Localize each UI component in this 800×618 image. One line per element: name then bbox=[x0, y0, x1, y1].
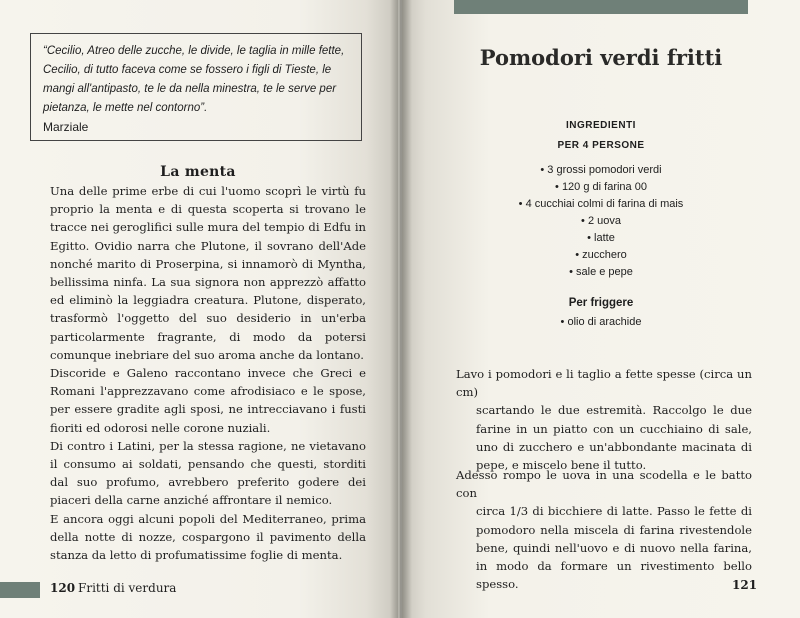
left-page bbox=[0, 0, 398, 618]
instruction-paragraph bbox=[456, 466, 752, 593]
quote-author: Marziale bbox=[43, 120, 89, 134]
ingredient-item: • sale e pepe bbox=[569, 266, 633, 278]
frying-heading: Per friggere bbox=[568, 297, 634, 309]
servings: PER 4 PERSONE bbox=[557, 140, 645, 151]
ingredient-item: • 120 g di farina 00 bbox=[555, 181, 647, 193]
page-number-left: 120 bbox=[50, 581, 76, 595]
section-title: La menta bbox=[160, 164, 236, 180]
quote-text: “Cecilio, Atreo delle zucche, le divide, le taglia in mille fette, Cecilio, di tutto faceva come se fossero i figli di Tieste, le mangi all'antipasto, te le da nella minestra, te le serve per pietanza, le mette nel contorno”. bbox=[43, 45, 345, 114]
quote-box bbox=[30, 33, 362, 141]
header-accent-bar bbox=[454, 0, 748, 14]
ingredients-heading-block bbox=[454, 116, 748, 156]
ingredients-heading: INGREDIENTI bbox=[566, 120, 636, 131]
ingredient-item: • 2 uova bbox=[581, 215, 621, 227]
recipe-title: Pomodori verdi fritti bbox=[479, 45, 723, 70]
instruction-paragraph bbox=[456, 365, 752, 474]
instruction-first-line: Adesso rompo le uova in una scodella e le batto con bbox=[456, 468, 752, 501]
ingredient-item: • latte bbox=[587, 232, 615, 244]
ingredients-list bbox=[454, 162, 748, 281]
left-footer bbox=[0, 578, 390, 598]
ingredient-item: • 3 grossi pomodori verdi bbox=[540, 164, 662, 176]
paragraph: Una delle prime erbe di cui l'uomo scoprì le virtù fu proprio la menta e di questa scoperta si trovano le tracce nei geroglifici sulle mura del tempio di Edfu in Egitto. Ovidio narra che Plutone, il sovrano dell'Ade nonché marito di Proserpina, si innamorò di Myntha, bellissima ninfa. La sua signora non apprezzò affatto ed eliminò la leggiadra creatura. Plutone, disperato, trasformò l'oggetto del suo desiderio in un'erba particolarmente fragrante, di modo da potersi comunque inebriare del suo aroma anche da lontano. bbox=[50, 184, 366, 362]
paragraph: E ancora oggi alcuni popoli del Mediterraneo, prima della notte di nozze, cospargono il pavimento della stanza da letto di profumatissime foglie di menta. bbox=[50, 511, 366, 563]
instruction-first-line: Lavo i pomodori e li taglio a fette spesse (circa un cm) bbox=[456, 367, 752, 400]
ingredient-item: • 4 cucchiai colmi di farina di mais bbox=[518, 198, 684, 210]
footer-accent-bar bbox=[0, 582, 40, 598]
instruction-rest: scartando le due estremità. Raccolgo le due farine in un piatto con un cucchiaino di sale, uno di zucchero e un'abbondante macinata di pepe, e miscelo bene il tutto. bbox=[476, 403, 752, 473]
instruction-rest: circa 1/3 di bicchiere di latte. Passo le fette di pomodoro nella miscela di farina rivestendole bene, quindi nell'uovo e di nuovo nella farina, in modo da formare un rivestimento bello spesso. bbox=[476, 504, 752, 592]
frying-item: • olio di arachide bbox=[560, 316, 642, 328]
paragraph: Discoride e Galeno raccontano invece che Greci e Romani l'apprezzavano come afrodisiaco e le spose, per essere gradite agli sposi, ne intrecciavano i fusti fioriti ed odorosi nelle corone nuziali. bbox=[50, 366, 366, 435]
ingredient-item: • zucchero bbox=[575, 249, 627, 261]
frying-list bbox=[454, 314, 748, 331]
left-body-text bbox=[50, 182, 366, 564]
paragraph: Di contro i Latini, per la stessa ragione, ne vietavano il consumo ai soldati, pensando che questi, storditi dal suo profumo, avrebbero preferito godere dei piaceri della carne anziché affrontare il nemico. bbox=[50, 438, 366, 508]
page-number-right: 121 bbox=[732, 578, 758, 592]
running-title: Fritti di verdura bbox=[78, 581, 177, 595]
